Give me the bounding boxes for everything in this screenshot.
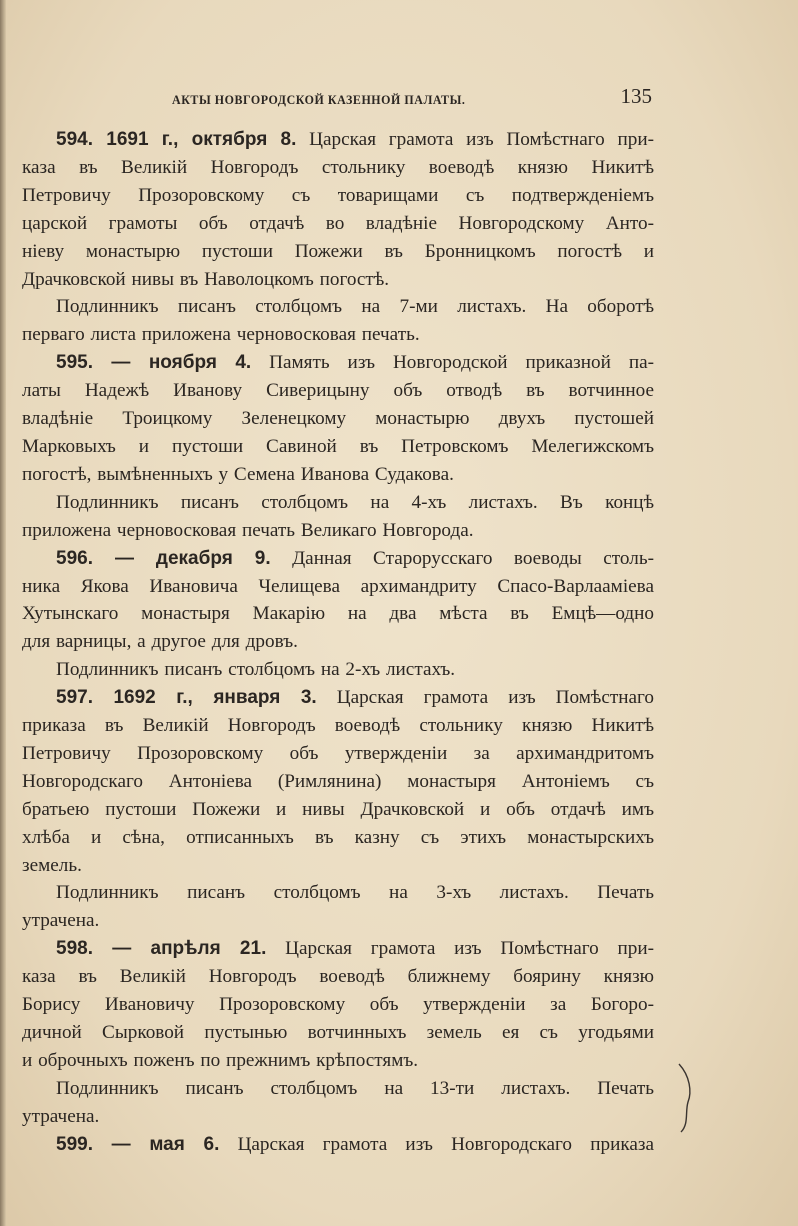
entry-number: 594. (56, 129, 107, 150)
text-line (22, 349, 654, 377)
entry-date: — апрѣля 21. (112, 938, 267, 960)
entry-number: 596. (56, 547, 115, 569)
running-header (172, 84, 652, 114)
text-line (22, 684, 654, 712)
text-line (22, 628, 654, 656)
line-text: Подлинникъ писанъ столбцомъ на 3-хъ листахъ. Печать (56, 882, 654, 904)
text-line (22, 461, 654, 489)
text-line (22, 600, 654, 628)
line-text: приказа въ Великій Новгородъ воеводѣ стольнику князю Никитѣ (22, 715, 654, 737)
line-text: братьею пустоши Пожежи и нивы Драчковской и объ отдачѣ имъ (22, 798, 654, 820)
text-line (22, 489, 654, 517)
line-text: латы Надежѣ Иванову Сиверицыну объ отводѣ въ вотчинное (22, 380, 654, 402)
line-text: для варницы, а другое для дровъ. (22, 631, 298, 653)
entry-date: — мая 6. (111, 1133, 220, 1155)
text-line (22, 1075, 654, 1103)
text-line (22, 1103, 654, 1131)
line-text: дичной Сырковой пустынью вотчинныхъ земель ея съ угодьями (22, 1022, 654, 1043)
line-text: Данная Старорусскаго воеводы столь- (270, 547, 654, 569)
line-text: Подлинникъ писанъ столбцомъ на 13-ти листахъ. Печать (56, 1077, 654, 1099)
line-text: ніеву монастырю пустоши Пожежи въ Бронницкомъ погостѣ и (22, 240, 654, 262)
entry-date: — ноября 4. (111, 352, 252, 374)
text-line (22, 154, 654, 182)
text-line (22, 405, 654, 433)
text-line (22, 712, 654, 740)
line-text: владѣніе Троицкому Зеленецкому монастырю двухъ пустошей (22, 408, 654, 430)
text-line (22, 796, 654, 824)
header-title: АКТЫ НОВГОРОДСКОЙ КАЗЕННОЙ ПАЛАТЫ. (172, 92, 466, 107)
line-text: Петровичу Прозоровскому съ товарищами съ подтвержденіемъ (22, 184, 654, 206)
line-text: Петровичу Прозоровскому объ утвержденіи за архимандритомъ (22, 742, 654, 764)
line-text: перваго листа приложена черновосковая печать. (22, 324, 420, 346)
line-text: погостѣ, вымѣненныхъ у Семена Иванова Судакова. (22, 463, 454, 485)
line-text: Память изъ Новгородской приказной па- (251, 352, 654, 374)
margin-bracket-mark (676, 1062, 696, 1134)
text-line (22, 182, 654, 210)
line-text: Царская грамота изъ Помѣстнаго при- (296, 129, 654, 150)
text-line (22, 935, 654, 963)
text-line (22, 126, 654, 154)
text-line (22, 824, 654, 852)
text-line (22, 573, 654, 601)
line-text: земель. (22, 854, 82, 876)
text-line (22, 377, 654, 405)
line-text: Царская грамота изъ Помѣстнаго при- (266, 938, 654, 960)
entry-date: 1691 г., октября 8. (106, 129, 297, 150)
text-line (22, 740, 654, 768)
line-text: Царская грамота изъ Новгородскаго приказа (219, 1133, 654, 1155)
text-line (22, 963, 654, 991)
line-text: и оброчныхъ поженъ по прежнимъ крѣпостямъ. (22, 1049, 419, 1071)
line-text: хлѣба и сѣна, отписанныхъ въ казну съ этихъ монастырскихъ (22, 826, 654, 848)
line-text: Марковыхъ и пустоши Савиной въ Петровскомъ Мелегижскомъ (22, 435, 654, 457)
line-text: Подлинникъ писанъ столбцомъ на 2-хъ листахъ. (56, 659, 456, 681)
text-line (22, 517, 654, 545)
entry-number: 595. (56, 352, 112, 374)
line-text: приложена черновосковая печать Великаго Новгорода. (22, 519, 474, 541)
text-line (22, 545, 654, 573)
entry-number: 598. (56, 938, 113, 960)
text-line (22, 210, 654, 238)
line-text: каза въ Великій Новгородъ стольнику воеводѣ князю Никитѣ (22, 156, 654, 178)
line-text: Новгородскаго Антоніева (Римлянина) монастыря Антоніемъ съ (22, 770, 654, 792)
entry-number: 599. (56, 1133, 112, 1155)
text-line (22, 433, 654, 461)
text-line (22, 991, 654, 1019)
text-line (22, 907, 654, 935)
page-number: 135 (620, 84, 652, 108)
line-text: царской грамоты объ отдачѣ во владѣніе Новгородскому Анто- (22, 212, 654, 234)
entry-number: 597. (56, 687, 114, 709)
text-line (22, 768, 654, 796)
page-edge-shadow (0, 0, 6, 1226)
text-line (22, 266, 654, 294)
text-line (22, 321, 654, 349)
line-text: Подлинникъ писанъ столбцомъ на 7-ми листахъ. На оборотѣ (56, 296, 654, 318)
entry-date: 1692 г., января 3. (113, 687, 317, 709)
entry-date: — декабря 9. (114, 547, 271, 569)
line-text: каза въ Великій Новгородъ воеводѣ ближнему боярину князю (22, 966, 654, 988)
text-line (22, 1047, 654, 1075)
line-text: Драчковской нивы въ Наволоцкомъ погостѣ. (22, 268, 390, 290)
line-text: Борису Ивановичу Прозоровскому объ утвержденіи за Богоро- (22, 994, 654, 1016)
body-text (22, 126, 654, 1159)
line-text: утрачена. (22, 1105, 100, 1127)
text-line (22, 879, 654, 907)
line-text: Царская грамота изъ Помѣстнаго (316, 687, 654, 709)
line-text: Хутынскаго монастыря Макарію на два мѣста въ Емцѣ—одно (22, 603, 654, 625)
line-text: ника Якова Ивановича Челищева архимандриту Спасо-Варлааміева (22, 575, 654, 597)
text-line (22, 656, 654, 684)
line-text: утрачена. (22, 910, 100, 932)
text-line (22, 1019, 654, 1047)
text-line (22, 238, 654, 266)
text-line (22, 1131, 654, 1159)
text-line (22, 852, 654, 880)
text-line (22, 293, 654, 321)
line-text: Подлинникъ писанъ столбцомъ на 4-хъ листахъ. Въ концѣ (56, 491, 654, 513)
